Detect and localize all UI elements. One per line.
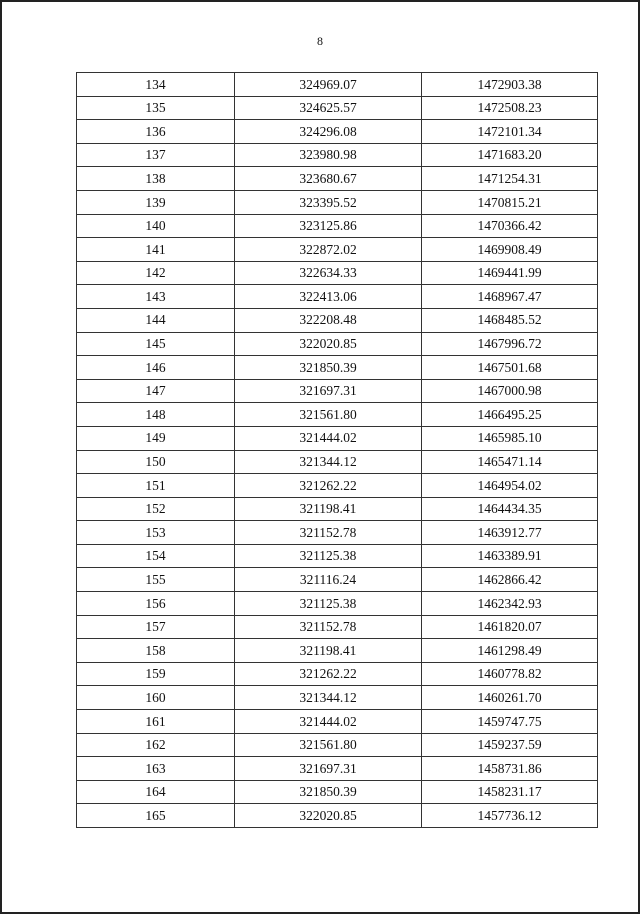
point-number-cell: 134 [77,73,235,97]
table-row [77,568,598,592]
point-number-cell: 144 [77,308,235,332]
y-coordinate-cell: 1469908.49 [422,238,598,262]
point-number-cell: 142 [77,261,235,285]
point-number-cell: 140 [77,214,235,238]
y-coordinate-cell: 1463389.91 [422,544,598,568]
x-coordinate-cell: 321344.12 [235,686,422,710]
table-row [77,450,598,474]
x-coordinate-cell: 321198.41 [235,497,422,521]
table-row [77,214,598,238]
y-coordinate-cell: 1459237.59 [422,733,598,757]
table-row [77,356,598,380]
table-row [77,332,598,356]
x-coordinate-cell: 321697.31 [235,379,422,403]
x-coordinate-cell: 321262.22 [235,474,422,498]
y-coordinate-cell: 1461298.49 [422,639,598,663]
x-coordinate-cell: 321125.38 [235,544,422,568]
table-row [77,261,598,285]
table-row [77,120,598,144]
point-number-cell: 165 [77,804,235,828]
table-row [77,238,598,262]
point-number-cell: 156 [77,592,235,616]
coordinate-table [76,72,598,828]
point-number-cell: 136 [77,120,235,144]
point-number-cell: 138 [77,167,235,191]
point-number-cell: 151 [77,474,235,498]
table-row [77,757,598,781]
y-coordinate-cell: 1466495.25 [422,403,598,427]
table-row [77,73,598,97]
point-number-cell: 159 [77,662,235,686]
y-coordinate-cell: 1460261.70 [422,686,598,710]
table-row [77,143,598,167]
x-coordinate-cell: 321444.02 [235,710,422,734]
table-row [77,662,598,686]
point-number-cell: 150 [77,450,235,474]
table-row [77,96,598,120]
table-row [77,544,598,568]
table-row [77,521,598,545]
y-coordinate-cell: 1462342.93 [422,592,598,616]
x-coordinate-cell: 321561.80 [235,733,422,757]
x-coordinate-cell: 321561.80 [235,403,422,427]
y-coordinate-cell: 1462866.42 [422,568,598,592]
point-number-cell: 154 [77,544,235,568]
y-coordinate-cell: 1458731.86 [422,757,598,781]
table-row [77,710,598,734]
x-coordinate-cell: 324296.08 [235,120,422,144]
x-coordinate-cell: 323125.86 [235,214,422,238]
x-coordinate-cell: 322020.85 [235,804,422,828]
table-row [77,804,598,828]
y-coordinate-cell: 1465471.14 [422,450,598,474]
x-coordinate-cell: 322872.02 [235,238,422,262]
y-coordinate-cell: 1464954.02 [422,474,598,498]
point-number-cell: 163 [77,757,235,781]
table-row [77,615,598,639]
table-row [77,379,598,403]
x-coordinate-cell: 322413.06 [235,285,422,309]
point-number-cell: 137 [77,143,235,167]
x-coordinate-cell: 321850.39 [235,356,422,380]
table-row [77,639,598,663]
point-number-cell: 162 [77,733,235,757]
y-coordinate-cell: 1472101.34 [422,120,598,144]
point-number-cell: 161 [77,710,235,734]
y-coordinate-cell: 1471683.20 [422,143,598,167]
y-coordinate-cell: 1467501.68 [422,356,598,380]
point-number-cell: 153 [77,521,235,545]
table-row [77,403,598,427]
y-coordinate-cell: 1470815.21 [422,190,598,214]
table-row [77,190,598,214]
x-coordinate-cell: 321262.22 [235,662,422,686]
y-coordinate-cell: 1468485.52 [422,308,598,332]
x-coordinate-cell: 321850.39 [235,780,422,804]
x-coordinate-cell: 321116.24 [235,568,422,592]
y-coordinate-cell: 1468967.47 [422,285,598,309]
table-row [77,308,598,332]
point-number-cell: 164 [77,780,235,804]
y-coordinate-cell: 1472508.23 [422,96,598,120]
point-number-cell: 145 [77,332,235,356]
y-coordinate-cell: 1469441.99 [422,261,598,285]
x-coordinate-cell: 323395.52 [235,190,422,214]
y-coordinate-cell: 1458231.17 [422,780,598,804]
x-coordinate-cell: 321344.12 [235,450,422,474]
table-row [77,733,598,757]
x-coordinate-cell: 324625.57 [235,96,422,120]
x-coordinate-cell: 321697.31 [235,757,422,781]
x-coordinate-cell: 323980.98 [235,143,422,167]
table-row [77,780,598,804]
y-coordinate-cell: 1461820.07 [422,615,598,639]
point-number-cell: 152 [77,497,235,521]
x-coordinate-cell: 321152.78 [235,521,422,545]
x-coordinate-cell: 321444.02 [235,426,422,450]
table-row [77,167,598,191]
x-coordinate-cell: 321152.78 [235,615,422,639]
y-coordinate-cell: 1460778.82 [422,662,598,686]
y-coordinate-cell: 1464434.35 [422,497,598,521]
x-coordinate-cell: 324969.07 [235,73,422,97]
point-number-cell: 148 [77,403,235,427]
point-number-cell: 155 [77,568,235,592]
x-coordinate-cell: 321198.41 [235,639,422,663]
point-number-cell: 143 [77,285,235,309]
point-number-cell: 160 [77,686,235,710]
table-row [77,426,598,450]
point-number-cell: 149 [77,426,235,450]
y-coordinate-cell: 1459747.75 [422,710,598,734]
y-coordinate-cell: 1465985.10 [422,426,598,450]
x-coordinate-cell: 323680.67 [235,167,422,191]
point-number-cell: 139 [77,190,235,214]
point-number-cell: 147 [77,379,235,403]
page-number: 8 [317,34,323,48]
y-coordinate-cell: 1467996.72 [422,332,598,356]
point-number-cell: 146 [77,356,235,380]
point-number-cell: 158 [77,639,235,663]
y-coordinate-cell: 1467000.98 [422,379,598,403]
table-row [77,497,598,521]
y-coordinate-cell: 1472903.38 [422,73,598,97]
coordinate-table-body [77,73,598,828]
point-number-cell: 135 [77,96,235,120]
y-coordinate-cell: 1471254.31 [422,167,598,191]
x-coordinate-cell: 321125.38 [235,592,422,616]
point-number-cell: 157 [77,615,235,639]
y-coordinate-cell: 1463912.77 [422,521,598,545]
point-number-cell: 141 [77,238,235,262]
y-coordinate-cell: 1470366.42 [422,214,598,238]
table-row [77,686,598,710]
table-row [77,592,598,616]
x-coordinate-cell: 322208.48 [235,308,422,332]
x-coordinate-cell: 322634.33 [235,261,422,285]
x-coordinate-cell: 322020.85 [235,332,422,356]
table-row [77,285,598,309]
y-coordinate-cell: 1457736.12 [422,804,598,828]
table-row [77,474,598,498]
